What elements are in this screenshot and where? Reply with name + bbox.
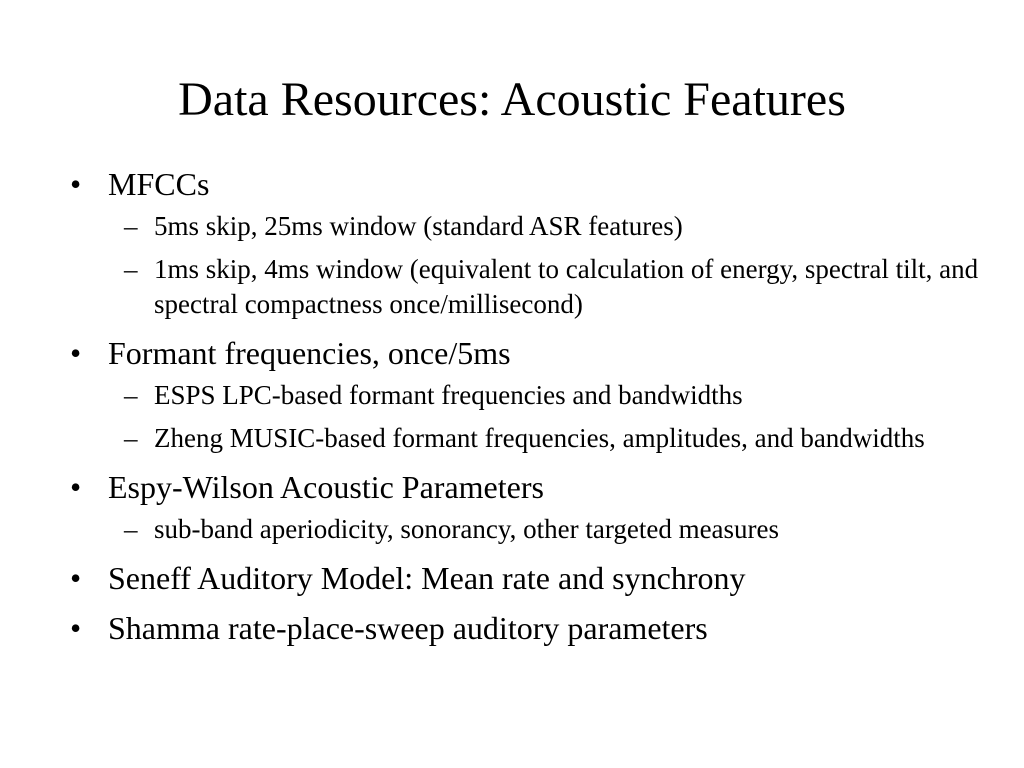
sub-item <box>108 378 990 413</box>
slide-title: Data Resources: Acoustic Features <box>178 73 846 126</box>
bullet-icon: • <box>70 469 82 505</box>
dash-icon: – <box>124 423 138 453</box>
sub-item <box>108 252 990 322</box>
sub-list <box>108 512 990 547</box>
dash-icon: – <box>124 211 138 241</box>
bullet-item-seneff <box>70 559 990 597</box>
bullet-icon: • <box>70 560 82 596</box>
sub-list <box>108 209 990 322</box>
dash-icon: – <box>124 254 138 284</box>
sub-item-text: ESPS LPC-based formant frequencies and bandwidths <box>154 380 743 410</box>
sub-item <box>108 209 990 244</box>
bullet-item-espy-wilson <box>70 468 990 547</box>
bullet-icon: • <box>70 610 82 646</box>
sub-list <box>108 378 990 456</box>
bullet-item-formant-frequencies <box>70 334 990 456</box>
bullet-icon: • <box>70 335 82 371</box>
dash-icon: – <box>124 380 138 410</box>
sub-item-text: 1ms skip, 4ms window (equivalent to calculation of energy, spectral tilt, and spectral compactness once/millisecond) <box>154 254 979 319</box>
sub-item-text: sub-band aperiodicity, sonorancy, other targeted measures <box>154 514 780 544</box>
bullet-text: Formant frequencies, once/5ms <box>108 335 511 371</box>
sub-item <box>108 512 990 547</box>
bullet-item-shamma <box>70 609 990 647</box>
bullet-text: Shamma rate-place-sweep auditory parameters <box>108 610 708 646</box>
bullet-text: MFCCs <box>108 166 210 202</box>
bullet-icon: • <box>70 166 82 202</box>
bullet-item-mfccs <box>70 165 990 322</box>
sub-item <box>108 421 990 456</box>
bullet-text: Seneff Auditory Model: Mean rate and synchrony <box>108 560 746 596</box>
sub-item-text: Zheng MUSIC-based formant frequencies, amplitudes, and bandwidths <box>154 423 925 453</box>
dash-icon: – <box>124 514 138 544</box>
bullet-text: Espy-Wilson Acoustic Parameters <box>108 469 544 505</box>
sub-item-text: 5ms skip, 25ms window (standard ASR features) <box>154 211 683 241</box>
bullet-list <box>70 165 990 647</box>
